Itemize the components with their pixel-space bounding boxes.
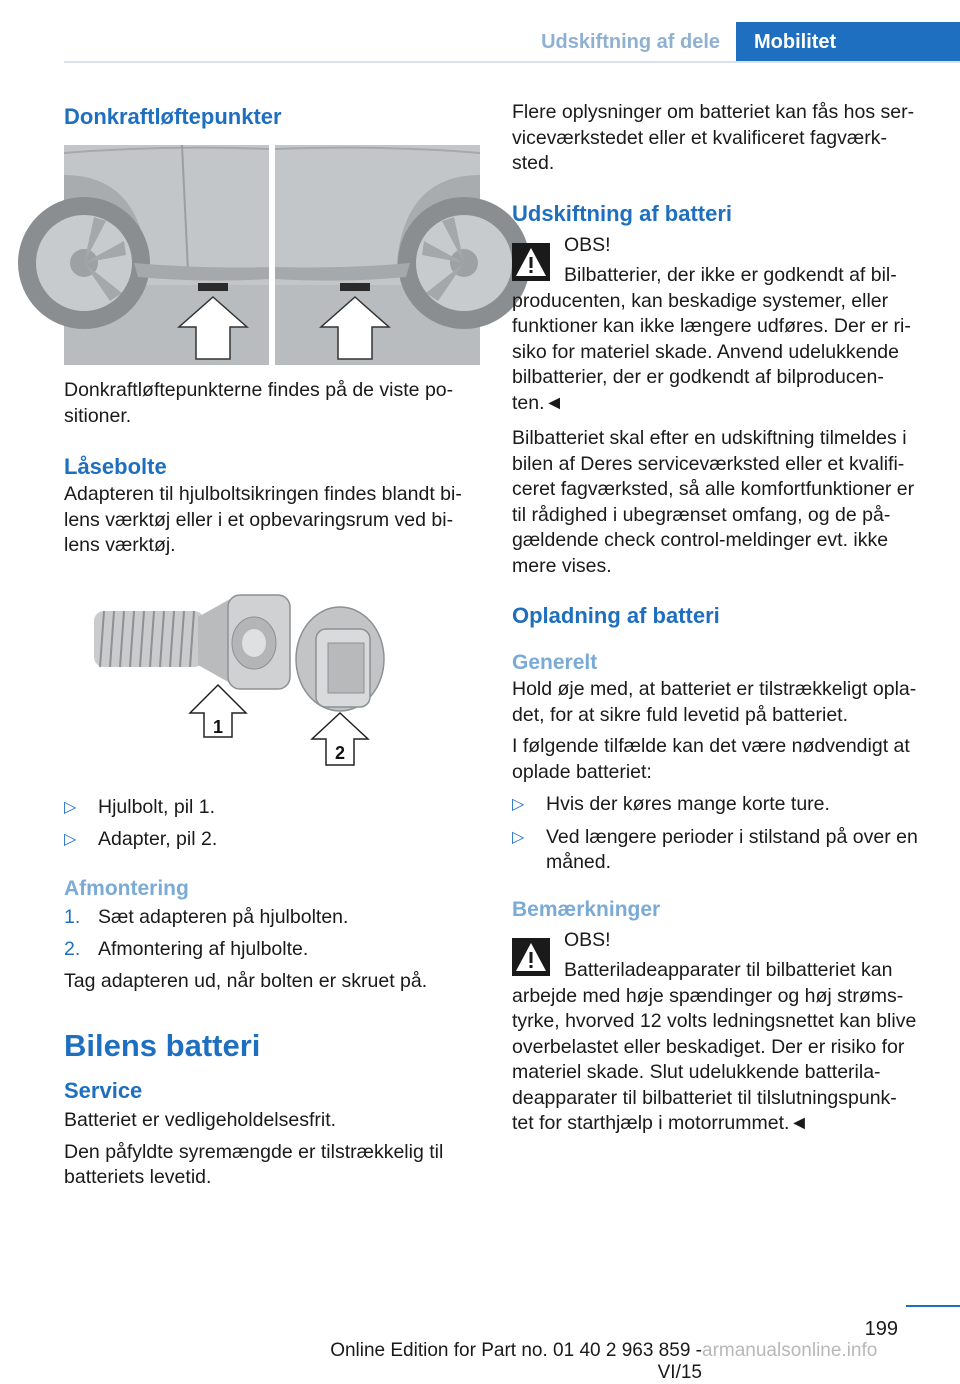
list-item-text: Hjulbolt, pil 1. bbox=[98, 795, 216, 818]
step-number: 2. bbox=[64, 938, 81, 960]
removal-heading: Afmontering bbox=[64, 876, 189, 900]
list-item bbox=[64, 795, 482, 821]
list-item-text: Ved længere perioder i stilstand på over en måned. bbox=[546, 825, 918, 873]
triangle-right-icon: ▷ bbox=[64, 798, 77, 816]
charging-cases-list bbox=[512, 792, 930, 876]
locking-bolts-list bbox=[64, 795, 482, 853]
removal-steps bbox=[64, 905, 482, 963]
service-text-1: Batteriet er vedligeholdelsesfrit. bbox=[64, 1109, 337, 1131]
general-text-1: Hold øje med, at batteriet er tilstrækkeligt opla- det, for at sikre fuld levetid på batteriet. bbox=[512, 678, 917, 726]
header-divider bbox=[64, 61, 960, 63]
wheel-bolt-svg bbox=[90, 589, 390, 769]
warning-1-text: Bilbatterier, der ikke er godkendt af bil- producenten, kan beskadige systemer, eller funktioner kan ikke længere udføres. Der er ri- siko for materiel skade. Anvend udelukkende bilbatterier, der er godkendt af bilproducen- ten.◄ bbox=[512, 264, 911, 414]
triangle-right-icon: ▷ bbox=[64, 831, 77, 848]
list-item bbox=[512, 792, 930, 818]
warning-box-1 bbox=[512, 233, 930, 259]
list-item-text: Adapter, pil 2. bbox=[98, 828, 218, 850]
right-column bbox=[512, 100, 930, 1137]
warning-box-2 bbox=[512, 928, 930, 954]
footer-divider bbox=[906, 1305, 960, 1307]
list-item-text: Hvis der køres mange korte ture. bbox=[546, 793, 830, 815]
list-item bbox=[64, 827, 482, 853]
locking-bolts-text: Adapteren til hjulboltsikringen findes blandt bi- lens værktøj eller i et opbevaringsrum ved bi- lens værktøj. bbox=[64, 483, 462, 556]
list-item bbox=[64, 905, 482, 931]
list-item bbox=[64, 937, 482, 963]
page-number: 199 bbox=[864, 1318, 898, 1340]
warning-2-title: OBS! bbox=[564, 928, 611, 951]
warning-triangle-icon bbox=[512, 938, 550, 976]
left-column bbox=[64, 100, 482, 1191]
replace-battery-heading: Udskiftning af batteri bbox=[512, 200, 733, 226]
service-text-2: Den påfyldte syremængde er tilstrækkelig til batteriets levetid. bbox=[64, 1140, 444, 1188]
wheel-bolt-illustration bbox=[90, 589, 390, 769]
battery-info-text: Flere oplysninger om batteriet kan fås hos ser- viceværkstedet eller et kvalificeret fagværk- sted. bbox=[512, 101, 915, 174]
removal-text: Tag adapteren ud, når bolten er skruet på. bbox=[64, 969, 428, 992]
step-text: Afmontering af hjulbolte. bbox=[98, 938, 309, 960]
list-item bbox=[512, 825, 930, 876]
charging-heading: Opladning af batteri bbox=[512, 603, 720, 628]
jack-points-text: Donkraftløftepunkterne findes på de viste po- sitioner. bbox=[64, 379, 454, 427]
watermark: armanualsonline.info bbox=[702, 1340, 878, 1361]
edition-note: Online Edition for Part no. 01 40 2 963 859 - VI/15 bbox=[330, 1340, 702, 1383]
triangle-right-icon: ▷ bbox=[512, 828, 525, 846]
step-text: Sæt adapteren på hjulbolten. bbox=[98, 905, 349, 928]
header-section-title: Udskiftning af dele bbox=[541, 31, 720, 53]
general-heading: Generelt bbox=[512, 651, 598, 674]
warning-1-title: OBS! bbox=[564, 233, 611, 256]
replace-battery-text: Bilbatteriet skal efter en udskiftning tilmeldes i bilen af Deres serviceværksted eller et kvalifi- ceret fagværksted, så alle komfortfunktioner er til rådighed i ubegrænset omfang, og de på- gældende check control-meldinger evt. ikke mere vises. bbox=[512, 427, 915, 577]
bolt-arrow-label-2: 2 bbox=[334, 742, 346, 763]
step-number: 1. bbox=[64, 905, 81, 928]
service-heading: Service bbox=[64, 1078, 143, 1103]
jacking-points-illustration bbox=[64, 145, 480, 365]
warning-triangle-icon bbox=[512, 243, 550, 281]
notes-heading: Bemærkninger bbox=[512, 897, 661, 921]
warning-2-text: Batteriladeapparater til bilbatteriet kan arbejde med høje spændinger og høj strøms- tyrke, hvorved 12 volts ledningsnettet kan blive overbelastet eller beskadiget. Der er risiko for materiel skade. Slut udelukkende batterila- deapparater til bilbatteriet til tilslutningspunk- tet for starthjælp i motorrummet.◄ bbox=[512, 959, 917, 1134]
bolt-arrow-label-1: 1 bbox=[212, 716, 224, 737]
general-text-2: I følgende tilfælde kan det være nødvendigt at oplade batteriet: bbox=[512, 735, 910, 783]
triangle-right-icon: ▷ bbox=[512, 796, 525, 813]
battery-heading: Bilens batteri bbox=[64, 1028, 261, 1063]
locking-bolts-heading: Låsebolte bbox=[64, 454, 167, 479]
jack-points-heading: Donkraftløftepunkter bbox=[64, 104, 282, 129]
header-chapter-tab: Mobilitet bbox=[736, 22, 960, 63]
jacking-points-svg bbox=[64, 145, 480, 365]
